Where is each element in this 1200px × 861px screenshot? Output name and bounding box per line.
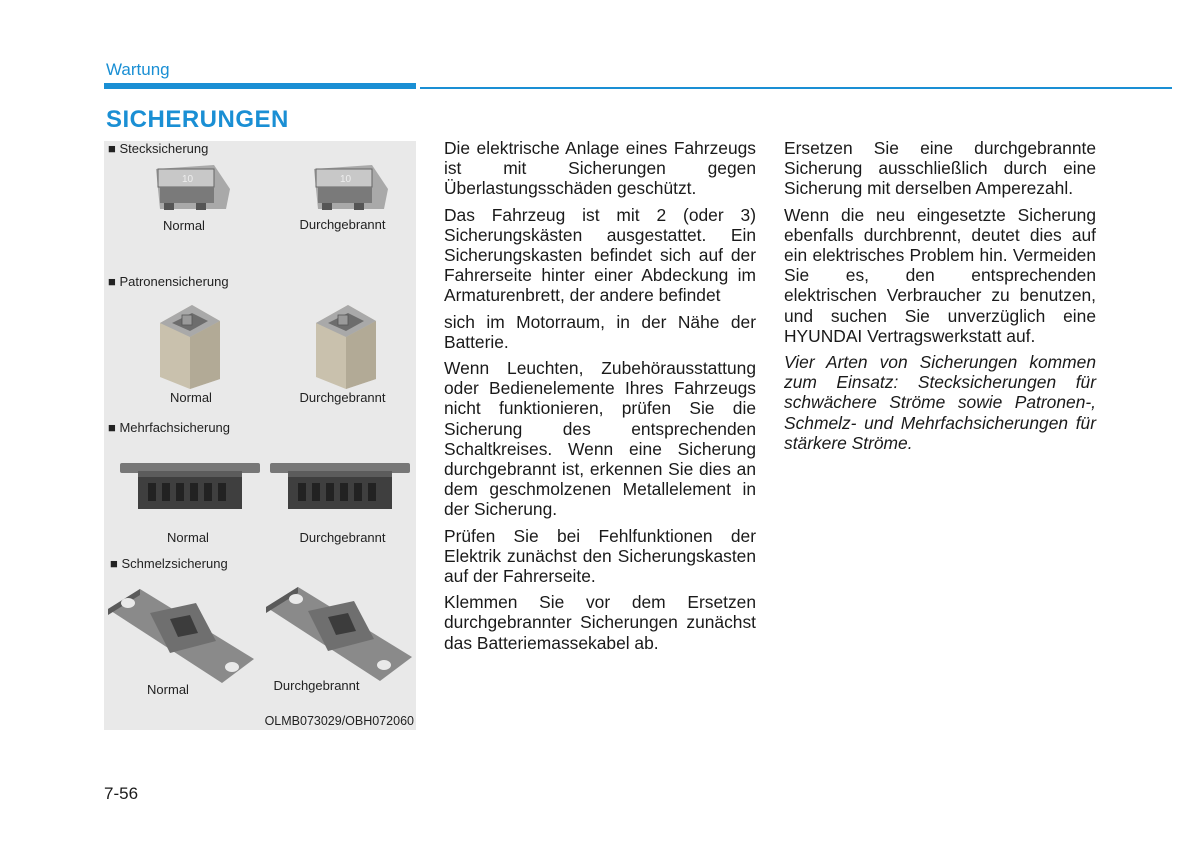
cartridge-fuse-normal-image	[154, 299, 224, 391]
paragraph: Das Fahrzeug ist mit 2 (oder 3) Sicherungskästen ausgestattet. Ein Sicherungskasten befindet sich auf der Fahrerseite hinter einer Abdeckung im Armaturenbrett, der andere befindet	[444, 204, 756, 306]
figure-heading-multi: ■ Mehrfachsicherung	[108, 420, 231, 435]
figure-heading-fusible-link: ■ Schmelzsicherung	[110, 556, 228, 571]
caption-blade-normal: Normal	[163, 218, 205, 233]
caption-blade-blown: Durchgebrannt	[299, 217, 386, 232]
paragraph: Wenn Leuchten, Zubehörausstattung oder Bedienelemente Ihres Fahrzeugs nicht funktionieren, prüfen Sie die Sicherung des entsprechenden Schaltkreises. Wenn eine Sicherung durchgebrannt ist, erkennen Sie dies an dem geschmolzenen Metallelement in der Sicherung.	[444, 358, 756, 520]
fuse-types-figure	[104, 141, 416, 730]
blade-fuse-rating-label-2: 10	[340, 174, 352, 185]
paragraph: Wenn die neu eingesetzte Sicherung ebenfalls durchbrennt, deutet dies auf ein elektrisches Problem hin. Vermeiden Sie es, den entsprechenden elektrischen Verbraucher zu benutzen, und suchen Sie unverzüglich eine HYUNDAI Vertragswerkstatt auf.	[784, 204, 1096, 346]
blade-fuse-normal-image	[152, 163, 234, 213]
blade-fuse-rating-label: 10	[182, 174, 194, 185]
header-rule-thin	[420, 87, 1172, 89]
figure-heading-blade: ■ Stecksicherung	[108, 141, 209, 156]
paragraph: sich im Motorraum, in der Nähe der Batterie.	[444, 311, 756, 352]
text-column-right	[784, 138, 1096, 459]
paragraph: Prüfen Sie bei Fehlfunktionen der Elektrik zunächst den Sicherungskasten auf der Fahrerseite.	[444, 525, 756, 587]
blade-fuse-blown-image	[310, 163, 392, 213]
caption-fusible-normal: Normal	[147, 682, 189, 697]
fusible-link-blown-image	[262, 577, 416, 689]
multi-fuse-normal-image	[118, 453, 262, 515]
caption-cartridge-blown: Durchgebrannt	[299, 390, 386, 405]
section-label: Wartung	[106, 60, 170, 79]
note-paragraph: Vier Arten von Sicherungen kommen zum Einsatz: Stecksicherungen für schwächere Ströme sowie Patronen-, Schmelz- und Mehrfachsicherungen für stärkere Ströme.	[784, 352, 1096, 453]
cartridge-fuse-blown-image	[310, 299, 380, 391]
caption-fusible-blown: Durchgebrannt	[273, 678, 360, 693]
caption-multi-normal: Normal	[167, 530, 209, 545]
paragraph: Klemmen Sie vor dem Ersetzen durchgebrannter Sicherungen zunächst das Batteriemassekabel ab.	[444, 592, 756, 653]
figure-code: OLMB073029/OBH072060	[264, 714, 414, 728]
page-number: 7-56	[104, 784, 139, 803]
figure-heading-cartridge: ■ Patronensicherung	[108, 274, 229, 289]
paragraph: Die elektrische Anlage eines Fahrzeugs ist mit Sicherungen gegen Überlastungsschäden geschützt.	[444, 138, 756, 199]
page-title: SICHERUNGEN	[106, 106, 289, 133]
text-column-middle	[444, 138, 756, 659]
multi-fuse-blown-image	[268, 453, 412, 515]
caption-multi-blown: Durchgebrannt	[299, 530, 386, 545]
header-rule-thick	[104, 83, 416, 89]
fusible-link-normal-image	[104, 579, 258, 691]
paragraph: Ersetzen Sie eine durchgebrannte Sicherung ausschließlich durch eine Sicherung mit derselben Amperezahl.	[784, 138, 1096, 199]
caption-cartridge-normal: Normal	[170, 390, 212, 405]
